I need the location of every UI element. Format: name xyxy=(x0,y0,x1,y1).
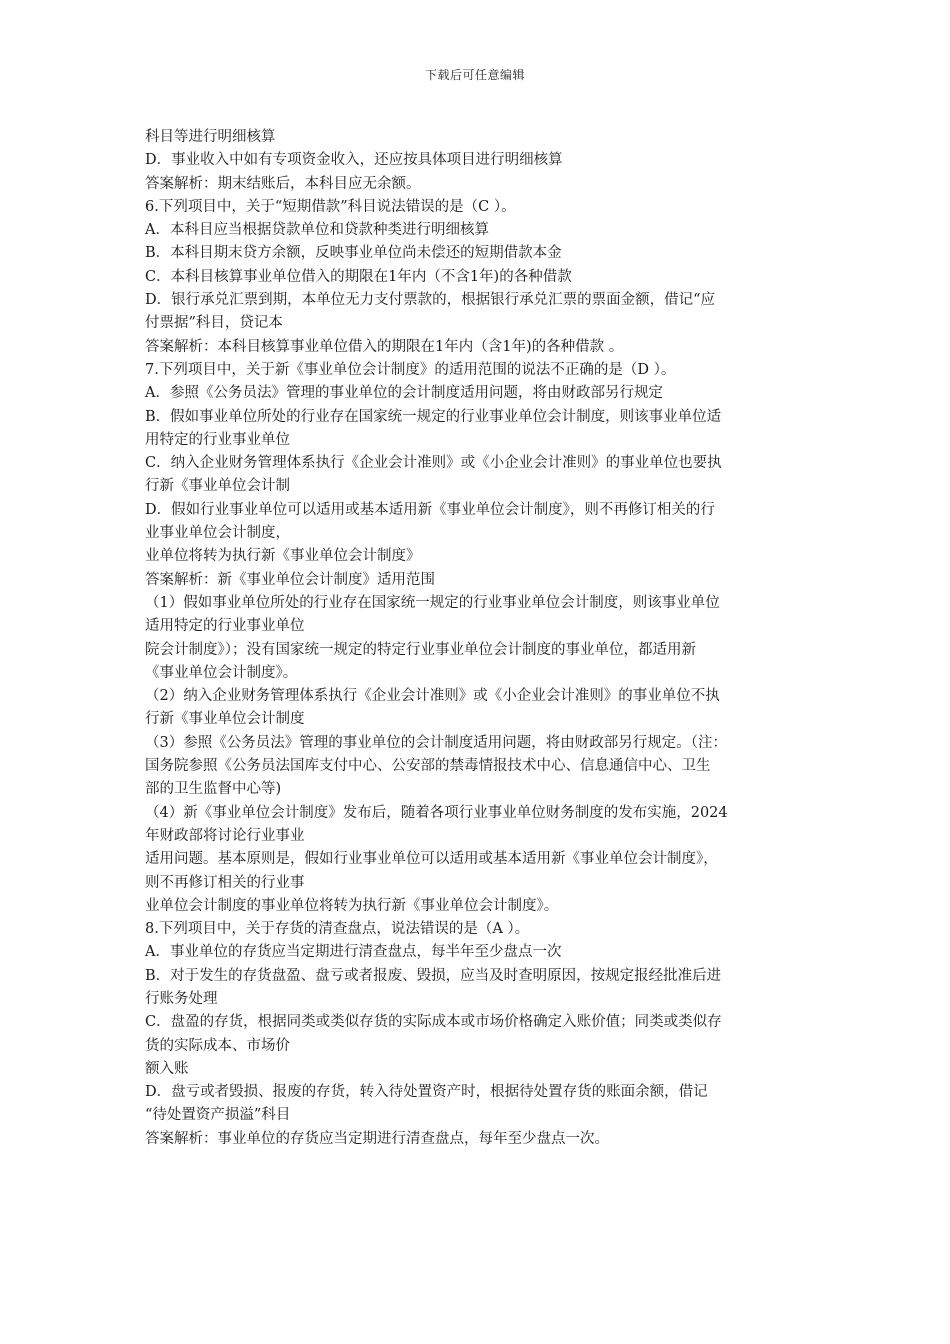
text-line: 部的卫生监督中心等) xyxy=(145,781,282,798)
option-a: A．事业单位的存货应当定期进行清查盘点，每半年至少盘点一次 xyxy=(145,944,562,961)
question-7: 7.下列项目中，关于新《事业单位会计制度》的适用范围的说法不正确的是（D ）。 xyxy=(145,361,676,378)
page-header: 下载后可任意编辑 xyxy=(424,68,525,82)
option-b: B．假如事业单位所处的行业存在国家统一规定的行业事业单位会计制度，则该事业单位适 xyxy=(145,408,722,425)
question-8: 8.下列项目中，关于存货的清查盘点，说法错误的是（A ）。 xyxy=(145,921,530,938)
text-line: 业单位将转为执行新《事业单位会计制度》 xyxy=(145,548,421,565)
text-line: 业单位会计制度的事业单位将转为执行新《事业单位会计制度》。 xyxy=(145,897,559,914)
text-line: 货的实际成本、市场价 xyxy=(145,1037,290,1054)
text-line: 付票据”科目，贷记本 xyxy=(145,315,283,332)
text-line: 《事业单位会计制度》。 xyxy=(145,664,298,681)
option-b: B．本科目期末贷方余额，反映事业单位尚未偿还的短期借款本金 xyxy=(145,245,562,262)
question-6: 6.下列项目中，关于“短期借款”科目说法错误的是（C ）。 xyxy=(145,198,516,215)
text-line: 行新《事业单位会计制 xyxy=(145,478,290,495)
text-line: 额入账 xyxy=(145,1060,189,1077)
text-line: 行新《事业单位会计制度 xyxy=(145,711,305,728)
option-d: D．银行承兑汇票到期，本单位无力支付票款的，根据银行承兑汇票的票面金额，借记“应 xyxy=(145,292,716,309)
option-d: D．假如行业事业单位可以适用或基本适用新《事业单位会计制度》，则不再修订相关的行 xyxy=(145,501,715,518)
answer-explanation: 答案解析：新《事业单位会计制度》适用范围 xyxy=(145,571,435,588)
text-line: 业事业单位会计制度， xyxy=(145,525,290,542)
text-line: 国务院参照《公务员法国库支付中心、公安部的禁毒情报技术中心、信息通信中心、卫生 xyxy=(145,758,711,775)
option-c: C．本科目核算事业单位借入的期限在1年内（不含1年)的各种借款 xyxy=(145,268,572,285)
text-line: 科目等进行明细核算 xyxy=(145,129,276,145)
text-line: 年财政部将讨论行业事业 xyxy=(145,827,305,844)
text-line: （4）新《事业单位会计制度》发布后，随着各项行业事业单位财务制度的发布实施，2024 xyxy=(145,804,728,821)
text-line: 用特定的行业事业单位 xyxy=(145,431,290,448)
text-line: （3）参照《公务员法》管理的事业单位的会计制度适用问题，将由财政部另行规定。（注： xyxy=(145,734,727,751)
option-c: C．盘盈的存货，根据同类或类似存货的实际成本或市场价格确定入账价值；同类或类似存 xyxy=(145,1014,722,1031)
option-c: C．纳入企业财务管理体系执行《企业会计准则》或《小企业会计准则》的事业单位也要执 xyxy=(145,455,722,472)
option-b: B．对于发生的存货盘盈、盘亏或者报废、毁损，应当及时查明原因，按规定报经批准后进 xyxy=(145,967,722,984)
option-a: A．参照《公务员法》管理的事业单位的会计制度适用问题，将由财政部另行规定 xyxy=(145,385,663,402)
text-line: D．事业收入中如有专项资金收入，还应按具体项目进行明细核算 xyxy=(145,152,563,169)
answer-explanation: 答案解析：事业单位的存货应当定期进行清查盘点，每年至少盘点一次。 xyxy=(145,1130,609,1147)
text-line: 院会计制度》）；没有国家统一规定的特定行业事业单位会计制度的事业单位，都适用新 xyxy=(145,641,696,658)
option-a: A．本科目应当根据贷款单位和贷款种类进行明细核算 xyxy=(145,222,489,239)
answer-explanation: 答案解析：本科目核算事业单位借入的期限在1年内（含1年)的各种借款 。 xyxy=(145,338,624,355)
text-line: （1）假如事业单位所处的行业存在国家统一规定的行业事业单位会计制度，则该事业单位 xyxy=(145,594,720,611)
text-line: 适用特定的行业事业单位 xyxy=(145,618,305,635)
text-line: 行账务处理 xyxy=(145,990,218,1007)
text-line: “待处置资产损溢”科目 xyxy=(145,1107,291,1124)
option-d: D．盘亏或者毁损、报废的存货，转入待处置资产时，根据待处置存货的账面余额，借记 xyxy=(145,1084,708,1101)
answer-explanation: 答案解析：期末结账后，本科目应无余额。 xyxy=(145,175,421,192)
text-line: （2）纳入企业财务管理体系执行《企业会计准则》或《小企业会计准则》的事业单位不执 xyxy=(145,688,720,705)
text-line: 适用问题。基本原则是，假如行业事业单位可以适用或基本适用新《事业单位会计制度》， xyxy=(145,851,718,868)
text-line: 则不再修订相关的行业事 xyxy=(145,874,305,891)
document-body xyxy=(145,126,815,1151)
